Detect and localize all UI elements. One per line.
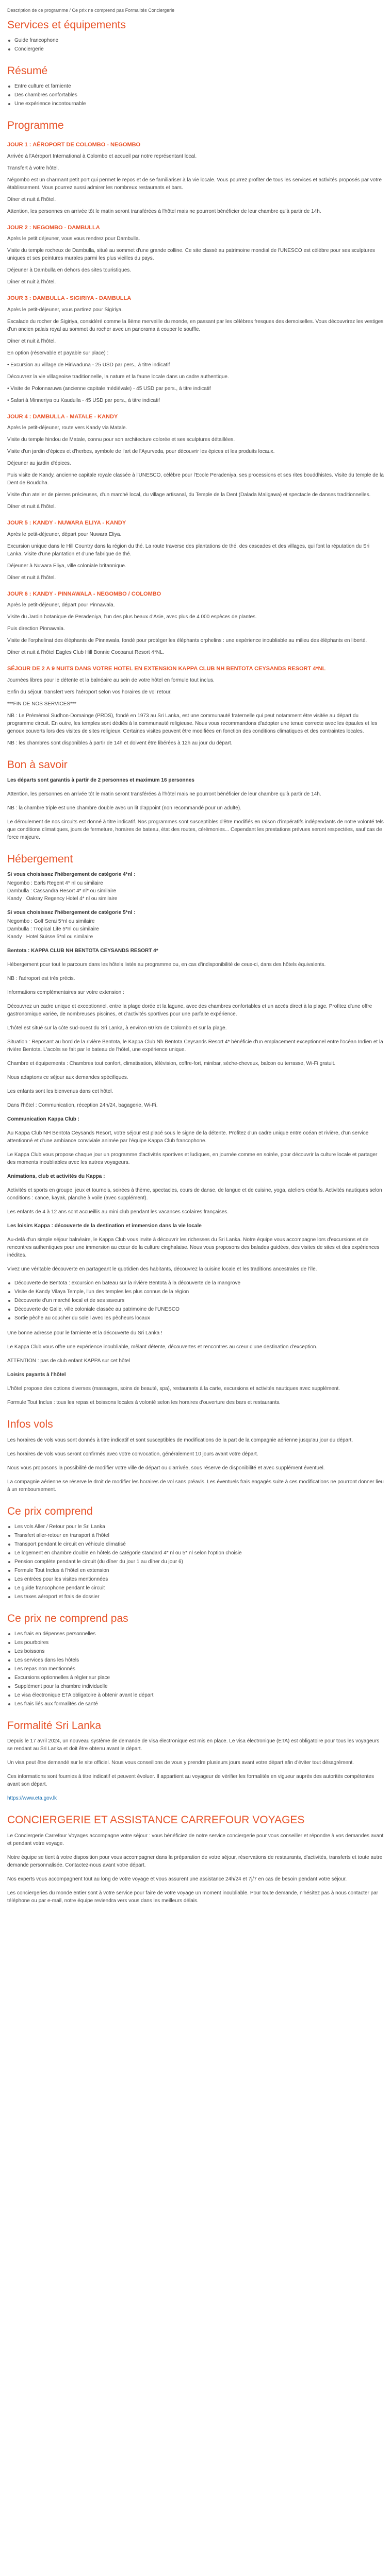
loisirs-list — [7, 1279, 384, 1322]
hebergement-group-lines — [7, 879, 384, 903]
hebergement-groups — [7, 871, 384, 941]
formalites-text: Un visa peut être demandé sur le site officiel. Nous vous conseillons de vous y prendre plusieurs jours avant votre départ afin d'éviter tout désagrément. — [7, 1760, 354, 1766]
hebergement-text: Chambre et équipements : Chambres tout confort, climatisation, télévision, coffre-fort, minibar, sèche-cheveux, balcon ou terrasse, Wi-Fi gratuit. — [7, 1061, 336, 1067]
hebergement-text: Informations complémentaires sur votre extension : — [7, 990, 124, 996]
prix-comprend-item: Le guide francophone pendant le circuit — [7, 1584, 384, 1592]
programme-day-text: Après le petit déjeuner, vous vous rendrez pour Dambulla. — [7, 236, 140, 242]
hebergement-text: L'hôtel est situé sur la côte sud-ouest du Sri Lanka, à environ 60 km de Colombo et sur la plage. — [7, 1025, 227, 1031]
programme-day-text: Escalade du rocher de Sigiriya, considéré comme la 8ème merveille du monde, en passant par les célèbres fresques des demoiselles. Vous découvrirez les vestiges d'un ancien palais royal au sommet du rocher avec un panorama à couper le souffle. — [7, 318, 384, 332]
hebergement-paras — [7, 961, 384, 1109]
hebergement-group-title: Si vous choisissez l'hébergement de catégorie 4*nl : — [7, 872, 136, 878]
prix-comprend-item: Transport pendant le circuit en véhicule climatisé — [7, 1540, 384, 1548]
hebergement-hotel: Kandy : Hotel Suisse 5*nl ou similaire — [7, 934, 93, 940]
programme-day-text: Visite de l'orphelinat des éléphants de Pinnawala, fondé pour protéger les éléphants orphelins : une expérience inoubliable au milieu des éléphants en liberté. — [7, 638, 367, 644]
hebergement-text: Dans l'hôtel : Communication, réception 24h/24, bagagerie, Wi-Fi. — [7, 1103, 158, 1109]
loisirs-text: Vivez une véritable découverte en partageant le quotidien des habitants, découvrez la cuisine locale et les traditions ancestrales de l'île. — [7, 1266, 317, 1273]
formalites-text: Ces informations sont fournies à titre indicatif et peuvent évoluer. Il appartient au voyageur de vérifier les formalités en vigueur auprès des autorités compétentes avant son départ. — [7, 1774, 374, 1788]
formalites-title: Formalité Sri Lanka — [7, 1720, 102, 1732]
prix-ne-comprend-pas-item: Les frais liés aux formalités de santé — [7, 1700, 384, 1708]
hebergement-title: Hébergement — [7, 853, 73, 865]
prix-comprend-item: Le logement en chambre double en hôtels de catégorie standard 4* nl ou 5* nl selon l'option choisie — [7, 1549, 384, 1557]
hebergement-hotel: Negombo : Earls Regent 4* nl ou similaire — [7, 880, 103, 887]
hebergement-text: Les enfants sont les bienvenus dans cet hôtel. — [7, 1089, 113, 1095]
restaurants-title: Loisirs payants à l'hôtel — [7, 1372, 66, 1378]
loisirs-item: Découverte de Galle, ville coloniale classée au patrimoine de l'UNESCO — [7, 1306, 384, 1313]
programme-day-text: Dîner et nuit à l'hôtel. — [7, 574, 56, 581]
prix-ne-comprend-pas-item: Supplément pour la chambre individuelle — [7, 1683, 384, 1690]
prix-comprend-item: Formule Tout Inclus à l'hôtel en extension — [7, 1567, 384, 1574]
hebergement-text: Situation : Reposant au bord de la rivière Bentota, le Kappa Club Nh Bentota Ceysands Resort 4* bénéficie d'un emplacement exceptionnel entre l'océan Indien et la rivière Bentota. L'accès se fait par le bateau de l'hôtel, une expérience unique. — [7, 1039, 383, 1053]
prix-ne-comprend-pas-list — [7, 1630, 384, 1708]
hebergement-text: NB : l'aéroport est très précis. — [7, 976, 75, 982]
programme-day — [7, 141, 384, 215]
hebergement-text: Découvrez un cadre unique et exceptionnel, entre la plage dorée et la lagune, avec des chambres confortables et un accès direct à la plage. Profitez d'une offre gastronomique variée, de nombreuses piscines, et d'activités sportives pour une parfaite expérience. — [7, 1004, 372, 1018]
programme-day-text: Déjeuner à Nuwara Eliya, ville coloniale britannique. — [7, 563, 126, 569]
page-container — [7, 7, 384, 1905]
programme-day — [7, 665, 384, 696]
prix-ne-comprend-pas-item: Les repas non mentionnés — [7, 1665, 384, 1673]
programme-day-text: Après le petit-déjeuner, départ pour Nuwara Eliya. — [7, 531, 122, 537]
bon-a-savoir-intro: Les départs sont garantis à partir de 2 personnes et maximum 16 personnes — [7, 777, 194, 783]
programme-day-text: Enfin du séjour, transfert vers l'aéroport selon vos horaires de vol retour. — [7, 689, 172, 695]
hebergement-bentota: Bentota : KAPPA CLUB NH BENTOTA CEYSANDS RESORT 4* — [7, 948, 158, 954]
prix-ne-comprend-pas-item: Les frais en dépenses personnelles — [7, 1630, 384, 1638]
hebergement-group-lines — [7, 918, 384, 941]
programme-day-text: Excursion unique dans le Hill Country dans la région du thé. La route traverse des plantations de thé, des cascades et des villages, qui font la réputation du Sri Lanka. Visite d'une plantation et d'une fabrique de thé. — [7, 543, 370, 557]
loisirs-item: Découverte d'un marché local et de ses saveurs — [7, 1297, 384, 1304]
programme-day-text: Déjeuner à Dambulla en dehors des sites touristiques. — [7, 267, 132, 274]
programme-day-text: Après le petit-déjeuner, route vers Kandy via Matale. — [7, 425, 127, 431]
programme-day-text: Puis direction Pinnawala. — [7, 626, 65, 632]
programme-day-text: NB : les chambres sont disponibles à partir de 14h et doivent être libérées à 12h au jour du départ. — [7, 740, 233, 746]
prix-comprend-item: Les taxes aéroport et frais de dossier — [7, 1593, 384, 1601]
hebergement-hotel: Dambulla : Cassandra Resort 4* nl* ou similaire — [7, 888, 117, 894]
programme-title: Programme — [7, 120, 64, 131]
infos-vols-paras — [7, 1436, 384, 1494]
programme-day-text: ***FIN DE NOS SERVICES*** — [7, 701, 76, 707]
loisirs-item: Visite de Kandy Vilaya Temple, l'un des temples les plus connus de la région — [7, 1288, 384, 1296]
programme-day-text: NB : Le Prémémoi Sudhon-Domainge (PRDS), fondé en 1973 au Sri Lanka, est une communauté fraternelle qui peut notamment étre visitée au départ du programme circuit. En outre, les temples sont dédiés à la communauté religieuse. Nous vous recommandons d'adopter une tenue correcte avec les épaules et les genoux couverts lors des visites de sites religieux. Certaines visites peuvent être modifiées en fonction des conditions climatiques et des contraintes locales. — [7, 713, 378, 734]
programme-day-title: JOUR 6 : KANDY - PINNAWALA - NEGOMBO / COLOMBO — [7, 590, 161, 597]
activities-text: Les enfants de 4 à 12 ans sont accueillis au mini club pendant les vacances scolaires françaises. — [7, 1209, 229, 1215]
programme-day-title: JOUR 3 : DAMBULLA - SIGIRIYA - DAMBULLA — [7, 295, 132, 302]
programme-day — [7, 519, 384, 582]
bon-a-savoir-text: NB : la chambre triple est une chambre double avec un lit d'appoint (non recommandé pour un adulte). — [7, 805, 241, 811]
service-item: Guide francophone — [7, 37, 384, 44]
programme-day-text: Visite du temple hindou de Matale, connu pour son architecture colorée et ses sculptures détaillées. — [7, 437, 235, 443]
programme-day-title: JOUR 2 : NEGOMBO - DAMBULLA — [7, 224, 100, 231]
programme-day-text: Arrivée à l'Aéroport International à Colombo et accueil par notre représentant local. — [7, 153, 197, 159]
page-description: Description de ce programme / Ce prix ne comprend pas Formalités Conciergerie — [7, 8, 175, 13]
activities-text: Activités et sports en groupe, jeux et tournois, soirées à thème, spectacles, cours de danse, de langue et de cuisine, yoga, ateliers créatifs. Activités nautiques selon conditions : canoë, kayak, planche à voile (avec supplément). — [7, 1188, 382, 1201]
infos-vols-text: Les horaires de vols vous seront confirmés avec votre convocation, généralement 10 jours avant votre départ. — [7, 1451, 258, 1457]
hebergement-hotel: Negombo : Golf Serai 5*nl ou similaire — [7, 919, 95, 925]
programme-day-text: Visite d'un atelier de pierres précieuses, d'un marché local, du village artisanal, du Temple de la Dent (Dalada Maligawa) et spectacle de danses traditionnelles. — [7, 492, 371, 498]
formalites-link[interactable]: https://www.eta.gov.lk — [7, 1795, 57, 1802]
programme-day-text: Dîner et nuit à l'hôtel. — [7, 338, 56, 344]
activities-title: Animations, club et activités du Kappa : — [7, 1174, 105, 1180]
programme-day-text: • Visite de Polonnaruwa (ancienne capitale médiévale) - 45 USD par pers., à titre indicatif — [7, 385, 211, 392]
resume-item: Une expérience incontournable — [7, 100, 384, 108]
hebergement-group-title: Si vous choisissez l'hébergement de catégorie 5*nl : — [7, 910, 136, 916]
conciergerie-text: Les conciergeries du monde entier sont à votre service pour faire de votre voyage un moment inoubliable. Pour toute demande, n'hésitez pas à nous contacter par téléphone ou par e-mail, notre équipe reviendra vers vous dans les meilleurs délais. — [7, 1890, 378, 1904]
programme-day-text: • Safari à Minneriya ou Kaudulla - 45 USD par pers., à titre indicatif — [7, 397, 160, 403]
conciergerie-paras — [7, 1832, 384, 1905]
closing-text: Le Kappa Club vous offre une expérience inoubliable, mêlant détente, découvertes et rencontres au cœur d'une destination d'exception. — [7, 1344, 318, 1350]
loisirs-item: Sortie pêche au coucher du soleil avec les pêcheurs locaux — [7, 1314, 384, 1322]
prix-comprend-item: Pension complète pendant le circuit (du dîner du jour 1 au dîner du jour 6) — [7, 1558, 384, 1566]
services-list — [7, 37, 384, 53]
programme-day — [7, 590, 384, 657]
restaurants-paras — [7, 1385, 384, 1406]
bon-a-savoir-title: Bon à savoir — [7, 758, 68, 771]
activities-paras — [7, 1187, 384, 1216]
programme-day — [7, 294, 384, 345]
conciergerie-text: Nos experts vous accompagnent tout au long de votre voyage et vous assurent une assistance 24h/24 et 7j/7 en cas de besoin pendant votre séjour. — [7, 1876, 347, 1882]
resume-list — [7, 82, 384, 108]
programme-day-text: Déjeuner au jardin d'épices. — [7, 461, 71, 467]
programme-day-text: Dîner et nuit à l'hôtel. — [7, 196, 56, 202]
programme-day-text: Visite du temple rocheux de Dambulla, situé au sommet d'une grande colline. Ce site classé au patrimoine mondial de l'UNESCO est célèbre pour ses sculptures uniques et ses peintures murales parmi les plus vieilles du pays. — [7, 248, 375, 262]
infos-vols-text: Les horaires de vols vous sont donnés à titre indicatif et sont susceptibles de modifications de la part de la compagnie aérienne jusqu'au jour du départ. — [7, 1437, 353, 1443]
prix-ne-comprend-pas-item: Les services dans les hôtels — [7, 1656, 384, 1664]
formalites-paras — [7, 1737, 384, 1788]
closing-text: Une bonne adresse pour le farniente et la découverte du Sri Lanka ! — [7, 1330, 162, 1336]
prix-comprend-list — [7, 1523, 384, 1601]
loisirs-item: Découverte de Bentota : excursion en bateau sur la rivière Bentota à la découverte de la mangrove — [7, 1279, 384, 1287]
infos-vols-title: Infos vols — [7, 1418, 53, 1431]
loisirs-paras — [7, 1236, 384, 1273]
loisirs-text: Au-delà d'un simple séjour balnéaire, le Kappa Club vous invite à découvrir les richesses du Sri Lanka. Notre équipe vous accompagne lors d'excursions et de rencontres authentiques pour une immersion au cœur de la culture cinghalaise. Nous vous proposons des balades guidées, des visites de sites et des expériences inédites. — [7, 1237, 380, 1259]
programme-day-text: Dîner et nuit à l'hôtel Eagles Club Hill Bonnie Cocoanut Resort 4*NL. — [7, 650, 165, 656]
programme-day-title: SÉJOUR DE 2 A 9 NUITS DANS VOTRE HOTEL EN EXTENSION KAPPA CLUB NH BENTOTA CEYSANDS RESORT 4*NL — [7, 666, 326, 672]
bon-a-savoir-paras — [7, 790, 384, 841]
resume-title: Résumé — [7, 64, 48, 77]
conciergerie-text: Notre équipe se tient à votre disposition pour vous accompagner dans la préparation de votre séjour, réservations de restaurants, d'activités, transferts et toute autre demande personnalisée. Contactez-nous avant votre départ. — [7, 1854, 383, 1868]
programme-day-text: Dîner et nuit à l'hôtel. — [7, 279, 56, 285]
service-item: Conciergerie — [7, 45, 384, 53]
prix-ne-comprend-pas-item: Les boissons — [7, 1648, 384, 1655]
kappa-text: Le Kappa Club vous propose chaque jour un programme d'activités sportives et ludiques, en journée comme en soirée, pour découvrir la culture locale et partager des moments inoubliables avec les autres voyageurs. — [7, 1152, 378, 1166]
services-title: Services et équipements — [7, 19, 126, 31]
kappa-title: Communication Kappa Club : — [7, 1116, 79, 1123]
programme-day-text: Découvrez la vie villageoise traditionnelle, la nature et la faune locale dans un cadre authentique. — [7, 374, 229, 380]
programme-days — [7, 141, 384, 747]
prix-ne-comprend-pas-item: Le visa électronique ETA obligatoire à obtenir avant le départ — [7, 1691, 384, 1699]
programme-day-text: Visite du Jardin botanique de Peradeniya, l'un des plus beaux d'Asie, avec plus de 4 000 espèces de plantes. — [7, 614, 257, 620]
programme-day-text: Après le petit-déjeuner, vous partirez pour Sigiriya. — [7, 307, 123, 313]
resume-item: Des chambres confortables — [7, 91, 384, 99]
programme-day — [7, 712, 384, 747]
programme-day-text: Puis visite de Kandy, ancienne capitale royale classée à l'UNESCO, célèbre pour l'Ecole Peradeniya, ses processions et ses rites bouddhistes. Visite du temple de la Dent de Bouddha. — [7, 472, 384, 486]
conciergerie-text: Le Conciergerie Carrefour Voyages accompagne votre séjour : vous bénéficiez de notre service conciergerie pour vous conseiller et répondre à vos demandes avant et pendant votre voyage. — [7, 1833, 384, 1846]
closing-paras — [7, 1329, 384, 1365]
programme-day-text: Visite d'un jardin d'épices et d'herbes, symbole de l'art de l'Ayurveda, pour découvrir les épices et les produits locaux. — [7, 449, 275, 455]
bon-a-savoir-text: Le déroulement de nos circuits est donné à titre indicatif. Nos programmes sont susceptibles d'être modifiés en raison d'impératifs indépendants de notre volonté tels que conditions climatiques, jours de fermeture, horaires de bateau, état des routes, cérémonies... Cependant les prestations prévues seront respectées, sauf cas de force majeure. — [7, 819, 384, 840]
programme-day — [7, 413, 384, 511]
prix-comprend-title: Ce prix comprend — [7, 1505, 93, 1517]
hebergement-text: Nous adaptons ce séjour aux demandes spécifiques. — [7, 1075, 128, 1081]
hebergement-text: Hébergement pour tout le parcours dans les hôtels listés au programme ou, en cas d'indisponibilité de ceux-ci, dans des hôtels équivalents. — [7, 962, 326, 968]
programme-day-title: JOUR 5 : KANDY - NUWARA ELIYA - KANDY — [7, 520, 126, 527]
prix-ne-comprend-pas-title: Ce prix ne comprend pas — [7, 1612, 128, 1624]
prix-comprend-item: Les vols Aller / Retour pour le Sri Lanka — [7, 1523, 384, 1531]
programme-day — [7, 349, 384, 404]
programme-day — [7, 224, 384, 286]
resume-item: Entre culture et farniente — [7, 82, 384, 90]
restaurants-text: L'hôtel propose des options diverses (massages, soins de beauté, spa), restaurants à la carte, excursions et activités nautiques avec supplément. — [7, 1386, 340, 1392]
programme-day-text: • Excursion au village de Hiriwaduna - 25 USD par pers., à titre indicatif — [7, 362, 170, 368]
programme-day-text: Après le petit-déjeuner, départ pour Pinnawala. — [7, 602, 115, 608]
programme-day-title: JOUR 1 : AÉROPORT DE COLOMBO - NEGOMBO — [7, 142, 141, 148]
closing-text: ATTENTION : pas de club enfant KAPPA sur cet hôtel — [7, 1358, 131, 1364]
infos-vols-text: Nous vous proposons la possibilité de modifier votre ville de départ ou d'arrivée, sous réserve de disponibilité et avec supplément éventuel. — [7, 1465, 325, 1471]
loisirs-title: Les loisirs Kappa : découverte de la destination et immersion dans la vie locale — [7, 1223, 202, 1229]
prix-ne-comprend-pas-item: Excursions optionnelles à régler sur place — [7, 1674, 384, 1682]
prix-comprend-item: Les entrées pour les visites mentionnées — [7, 1575, 384, 1583]
infos-vols-text: La compagnie aérienne se réserve le droit de modifier les horaires de vol sans préavis. Les éventuels frais engagés suite à ces modifications ne pourront donner lieu à un remboursement. — [7, 1479, 384, 1493]
formalites-text: Depuis le 17 avril 2024, un nouveau système de demande de visa électronique est mis en place. Le visa électronique (ETA) est obligatoire pour tous les voyageurs se rendant au Sri Lanka et doit être obtenu avant le départ. — [7, 1738, 380, 1752]
prix-ne-comprend-pas-item: Les pourboires — [7, 1639, 384, 1647]
programme-day-text: Journées libres pour le détente et la balnéaire au sein de votre hôtel en formule tout inclus. — [7, 677, 215, 683]
programme-day — [7, 700, 384, 708]
prix-comprend-item: Transfert aller-retour en transport à l'hôtel — [7, 1532, 384, 1539]
programme-day-text: Dîner et nuit à l'hôtel. — [7, 504, 56, 510]
conciergerie-title: CONCIERGERIE ET ASSISTANCE CARREFOUR VOYAGES — [7, 1814, 305, 1826]
programme-day-text: Transfert à votre hôtel. — [7, 165, 59, 171]
kappa-paras — [7, 1129, 384, 1166]
bon-a-savoir-text: Attention, les personnes en arrivée tôt le matin seront transférées à l'hôtel mais ne pourront bénéficier de leur chambre qu'à partir de 14h. — [7, 791, 321, 797]
programme-day-text: En option (réservable et payable sur place) : — [7, 350, 109, 356]
hebergement-hotel: Kandy : Oakray Regency Hotel 4* nl ou similaire — [7, 896, 118, 902]
programme-day-text: Attention, les personnes en arrivée tôt le matin seront transférées à l'hôtel mais ne pourront bénéficier de leur chambre qu'à partir de 14h. — [7, 208, 321, 214]
restaurants-text: Formule Tout Inclus : tous les repas et boissons locales à volonté selon les horaires d'ouverture des bars et restaurants. — [7, 1400, 281, 1406]
programme-day-text: Négombo est un charmant petit port qui permet le repos et de se familiariser à la vie locale. Vous pourrez profiter de tous les services et activités proposés par votre établissement. Vous pourrez aussi admirer les nombreux restaurants et bars. — [7, 177, 382, 191]
kappa-text: Au Kappa Club NH Bentota Ceysands Resort, votre séjour est placé sous le signe de la détente. Profitez d'un cadre unique entre océan et rivière, d'un service attentionné et d'une ambiance conviviale animée par l'équipe Kappa Club francophone. — [7, 1130, 369, 1144]
programme-day-title: JOUR 4 : DAMBULLA - MATALE - KANDY — [7, 413, 118, 420]
hebergement-hotel: Dambulla : Tropical Life 5*nl ou similaire — [7, 926, 99, 933]
